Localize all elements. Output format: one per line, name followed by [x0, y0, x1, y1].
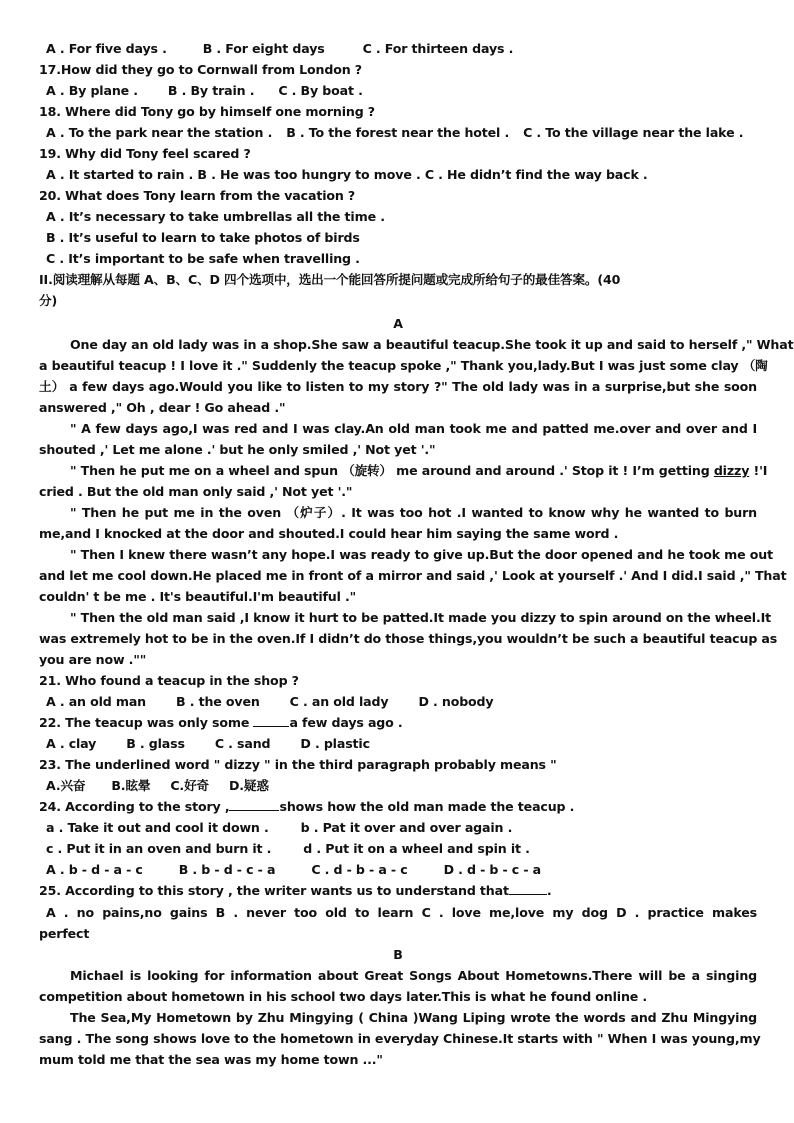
- q18-stem: 18. Where did Tony go by himself one morning ?: [39, 104, 375, 119]
- q18-option-a: A . To the park near the station .: [46, 125, 273, 140]
- q25-option-c: C . love me,love my dog: [421, 905, 608, 920]
- q25-stem: [39, 880, 757, 901]
- q18-option-b: B . To the forest near the hotel .: [286, 125, 510, 140]
- q20-stem: 20. What does Tony learn from the vacation ?: [39, 188, 356, 203]
- passage-a-line: " Then I knew there wasn’t any hope.I was ready to give up.But the door opened and he took me out: [70, 547, 773, 562]
- q22-stem: [39, 712, 757, 733]
- q22-option-d: D . plastic: [300, 736, 370, 751]
- q24-options: [46, 859, 757, 880]
- q25-option-a: A . no pains,no gains: [46, 905, 208, 920]
- q20-option-b: B . It’s useful to learn to take photos of birds: [46, 230, 360, 245]
- passage-b-line: mum told me that the sea was my home town ...": [39, 1052, 383, 1067]
- q23-option-b: B.眩晕: [111, 778, 151, 793]
- passage-a-label: A: [393, 316, 403, 331]
- passage-a-line: me,and I knocked at the door and shouted.I could hear him saying the same word .: [39, 526, 619, 541]
- passage-a-line: " Then he put me in the oven （炉子）. It was too hot .I wanted to know why he wanted to burn: [70, 505, 757, 520]
- passage-a-line: " Then the old man said ,I know it hurt to be patted.It made you dizzy to spin around on the wheel.It: [70, 610, 772, 625]
- q25-option-b: B . never too old to learn: [215, 905, 414, 920]
- passage-a-line: you are now ."": [39, 652, 147, 667]
- q22-option-a: A . clay: [46, 736, 97, 751]
- q25-options: [46, 902, 757, 923]
- q25-option-d-cont: perfect: [39, 926, 90, 941]
- q22-options: [46, 733, 757, 754]
- q23-option-a: A.兴奋: [46, 778, 86, 793]
- passage-a-line: a beautiful teacup ! I love it ." Suddenly the teacup spoke ," Thank you,lady.But I was just some clay （陶: [39, 358, 768, 373]
- passage-a-line: " A few days ago,I was red and I was clay.An old man took me and patted me.over and over and I: [70, 421, 757, 436]
- q19-stem: 19. Why did Tony feel scared ?: [39, 146, 251, 161]
- q19-options: A . It started to rain . B . He was too hungry to move . C . He didn’t find the way back .: [46, 167, 648, 182]
- answer-blank: [253, 714, 289, 727]
- q17-option-a: A . By plane .: [46, 83, 138, 98]
- passage-b-line: competition about hometown in his school two days later.This is what he found online .: [39, 989, 648, 1004]
- underlined-word-dizzy: dizzy: [713, 463, 750, 478]
- section-heading-cont: 分): [39, 293, 58, 308]
- q25-option-d: D . practice makes: [616, 905, 757, 920]
- passage-b-label: B: [393, 947, 403, 962]
- q22-stem-text: 22. The teacup was only some: [39, 715, 254, 730]
- q20-option-a: A . It’s necessary to take umbrellas all the time .: [46, 209, 385, 224]
- passage-a-line: cried . But the old man only said ,' Not yet '.": [39, 484, 353, 499]
- passage-a-line: couldn' t be me . It's beautiful.I'm beautiful .": [39, 589, 357, 604]
- q22-option-c: C . sand: [214, 736, 271, 751]
- q16-option-b: B . For eight days: [202, 41, 325, 56]
- passage-a-line: One day an old lady was in a shop.She saw a beautiful teacup.She took it up and said to herself ," What: [70, 337, 794, 352]
- passage-a-text: !'I: [749, 463, 768, 478]
- q21-options: [46, 691, 757, 712]
- q24-stem: [39, 796, 757, 817]
- answer-blank: [229, 798, 279, 811]
- passage-a-line: and let me cool down.He placed me in front of a mirror and said ,' Look at yourself .' And I did.I said ," That: [39, 568, 787, 583]
- passage-a-line: shouted ,' Let me alone .' but he only smiled ,' Not yet '.": [39, 442, 436, 457]
- q20-option-c: C . It’s important to be safe when travelling .: [46, 251, 360, 266]
- q24-step-c: c . Put it in an oven and burn it .: [46, 841, 272, 856]
- q24-stem-text: shows how the old man made the teacup .: [279, 799, 575, 814]
- q23-options: [46, 775, 757, 796]
- q21-option-b: B . the oven: [176, 694, 260, 709]
- passage-b-line: sang . The song shows love to the hometown in everyday Chinese.It starts with " When I was young,my: [39, 1031, 761, 1046]
- q21-option-c: C . an old lady: [289, 694, 389, 709]
- q16-option-a: A . For five days .: [46, 41, 167, 56]
- q24-steps-row: [46, 838, 757, 859]
- q24-option-c: C . d - b - a - c: [311, 862, 408, 877]
- q16-option-c: C . For thirteen days .: [362, 41, 514, 56]
- passage-b-line: The Sea,My Hometown by Zhu Mingying ( China )Wang Liping wrote the words and Zhu Mingying: [70, 1010, 757, 1025]
- passage-a-line: 土） a few days ago.Would you like to listen to my story ?" The old lady was in a surprise,but she soon: [39, 379, 757, 394]
- q16-options: [46, 38, 757, 59]
- q18-options: [46, 122, 757, 143]
- q17-options: [46, 80, 757, 101]
- passage-a-line: was extremely hot to be in the oven.If I didn’t do those things,you wouldn’t be such a beautiful teacup as: [39, 631, 778, 646]
- q23-option-d: D.疑惑: [228, 778, 269, 793]
- q22-stem-text: a few days ago .: [289, 715, 403, 730]
- q24-step-b: b . Pat it over and over again .: [300, 820, 513, 835]
- passage-a-line: answered ," Oh , dear ! Go ahead .": [39, 400, 286, 415]
- q22-option-b: B . glass: [126, 736, 185, 751]
- q24-step-d: d . Put it on a wheel and spin it .: [303, 841, 530, 856]
- passage-a-text: " Then he put me on a wheel and spun （旋转） me around and around .' Stop it ! I’m getting: [70, 463, 714, 478]
- passage-b-line: Michael is looking for information about Great Songs About Hometowns.There will be a singing: [70, 968, 757, 983]
- q24-step-a: a . Take it out and cool it down .: [46, 820, 269, 835]
- section-heading: II.阅读理解从每题 A、B、C、D 四个选项中，选出一个能回答所提问题或完成所给句子的最佳答案。(40: [39, 272, 621, 287]
- q21-stem: 21. Who found a teacup in the shop ?: [39, 673, 299, 688]
- q18-option-c: C . To the village near the lake .: [523, 125, 744, 140]
- q21-option-a: A . an old man: [46, 694, 147, 709]
- answer-blank: [509, 882, 547, 895]
- q25-stem-text: 25. According to this story , the writer wants us to understand that: [39, 883, 509, 898]
- q24-option-d: D . d - b - c - a: [443, 862, 542, 877]
- q24-option-b: B . b - d - c - a: [178, 862, 276, 877]
- q24-option-a: A . b - d - a - c: [46, 862, 143, 877]
- q24-steps-row: [46, 817, 757, 838]
- q17-option-c: C . By boat .: [278, 83, 363, 98]
- q21-option-d: D . nobody: [418, 694, 494, 709]
- q23-stem: 23. The underlined word " dizzy " in the third paragraph probably means ": [39, 757, 557, 772]
- passage-a-line: [70, 460, 768, 481]
- q17-stem: 17.How did they go to Cornwall from London ?: [39, 62, 362, 77]
- q17-option-b: B . By train .: [167, 83, 255, 98]
- q23-option-c: C.好奇: [170, 778, 209, 793]
- q24-stem-text: 24. According to the story ,: [39, 799, 230, 814]
- q25-stem-text: .: [546, 883, 552, 898]
